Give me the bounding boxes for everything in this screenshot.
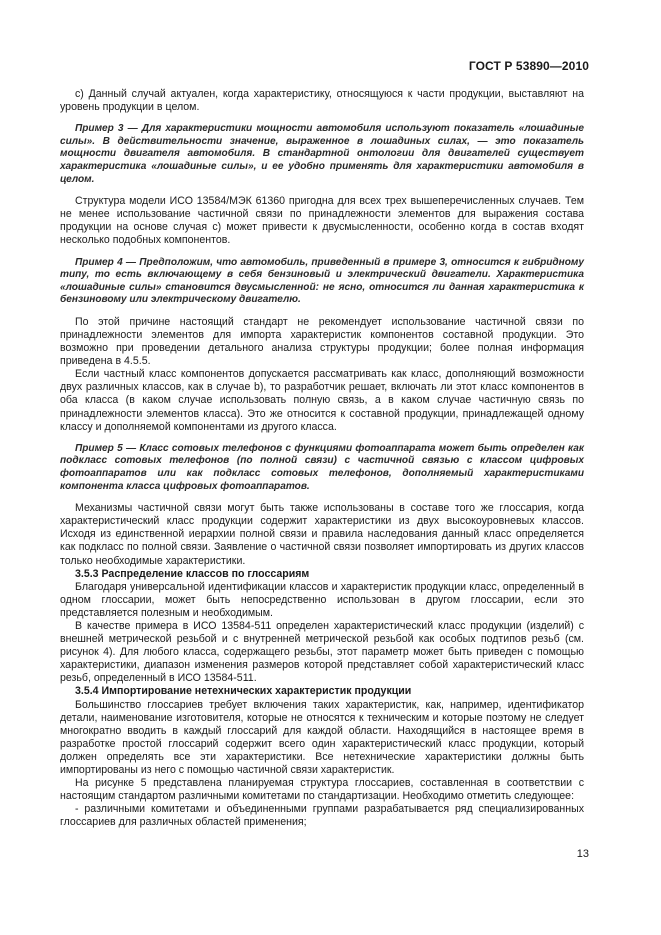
document-id: ГОСТ Р 53890—2010 [468,59,589,73]
list-item: - различными комитетами и объединенными группами разрабатывается ряд специализированных глоссариев для различных областей применения; [60,803,584,829]
example-4: Пример 4 — Предположим, что автомобиль, приведенный в примере 3, относится к гибридному типу, то есть включающему в себя бензиновый и электрический двигатели. Характеристика «лошадиные силы» становится двусмысленной: не ясно, относится ли данная характеристика к бензиновому или электрическому двигателю. [60,256,584,306]
paragraph: На рисунке 5 представлена планируемая структура глоссариев, составленная в соответствии с настоящим стандартом различными комитетами по стандартизации. Необходимо отметить следующее: [60,777,584,803]
paragraph: c) Данный случай актуален, когда характеристику, относящуюся к части продукции, выставляют на уровень продукции в целом. [60,88,584,114]
paragraph: По этой причине настоящий стандарт не рекомендует использование частичной связи по принадлежности элементов для импорта характеристик компонентов составной продукции. Это возможно при проведении детального анализа структуры продукции; более полная информация приведена в 4.5.5. [60,315,584,368]
paragraph: Механизмы частичной связи могут быть также использованы в составе того же глоссария, когда характеристический класс продукции содержит характеристики из двух высокоуровневых классов. Исходя из единственной иерархии полной связи и правила наследования данный класс определяется как подкласс по полной связи. Заявление о частичной связи позволяет импортировать из других классов только необходимые характеристики. [60,502,584,567]
paragraph: Структура модели ИСО 13584/МЭК 61360 пригодна для всех трех вышеперечисленных случаев. Тем не менее использование частичной связи по принадлежности элементов для выражения состава продукции на основе случая c) может привести к двусмысленности, особенно когда в состав входят несколько подобных компонентов. [60,195,584,247]
document-body [60,88,584,829]
section-heading-3-5-4: 3.5.4 Импортирование нетехнических характеристик продукции [75,685,412,698]
page-number: 13 [576,848,589,860]
paragraph: В качестве примера в ИСО 13584-511 определен характеристический класс продукции (изделий) с внешней метрической резьбой и с внутренней метрической резьбой как особых подтипов резьб (см. рисунок 4). Для любого класса, содержащего резьбы, этот параметр может быть приведен с помощью характеристики, диапазон изменения размеров которой представляет собой характеристический класс резьб, определенный в ИСО 13584-511. [60,619,584,685]
example-3: Пример 3 — Для характеристики мощности автомобиля используют показатель «лошадиные силы». В действительности значение, выраженное в лошадиных силах, — это показатель мощности двигателя автомобиля. В стандартной онтологии для двигателей существует характеристика «лошадиные силы», и ее удобно применять для характеристики автомобиля в целом. [60,123,584,185]
section-heading-3-5-3: 3.5.3 Распределение классов по глоссариям [75,567,310,580]
paragraph: Благодаря универсальной идентификации классов и характеристик продукции класс, определенный в одном глоссарии, может быть непосредственно использован в другом глоссарии, если это представляется полезным и необходимым. [60,580,584,619]
paragraph: Большинство глоссариев требует включения таких характеристик, как, например, идентификатор детали, наименование изготовителя, которые не относятся к техническим и которые поэтому не следует многократно вводить в каждый глоссарий для каждой области. Находящийся в настоящее время в разработке простой глоссарий содержит всего один характеристический класс продукции, который должен определять все эти характеристики. Все нетехнические характеристики должны быть импортированы из него с помощью частичной связи характеристик. [60,698,584,776]
example-5: Пример 5 — Класс сотовых телефонов с функциями фотоаппарата может быть определен как подкласс сотовых телефонов (по полной связи) с частичной связью с классом цифровых фотоаппаратов или как подкласс сотовых телефонов, дополняемый характеристиками компонента класса цифровых фотоаппаратов. [60,442,584,492]
paragraph: Если частный класс компонентов допускается рассматривать как класс, дополняющий возможности двух различных классов, как в случае b), то разработчик решает, включать ли этот класс компонентов в оба класса (в каком случае использовать полную связь, а в каком случае частичную связь по принадлежности элементов класса). Это же относится к составной продукции, принадлежащей одному классу и дополняемой компонентами из другого класса. [60,368,584,433]
